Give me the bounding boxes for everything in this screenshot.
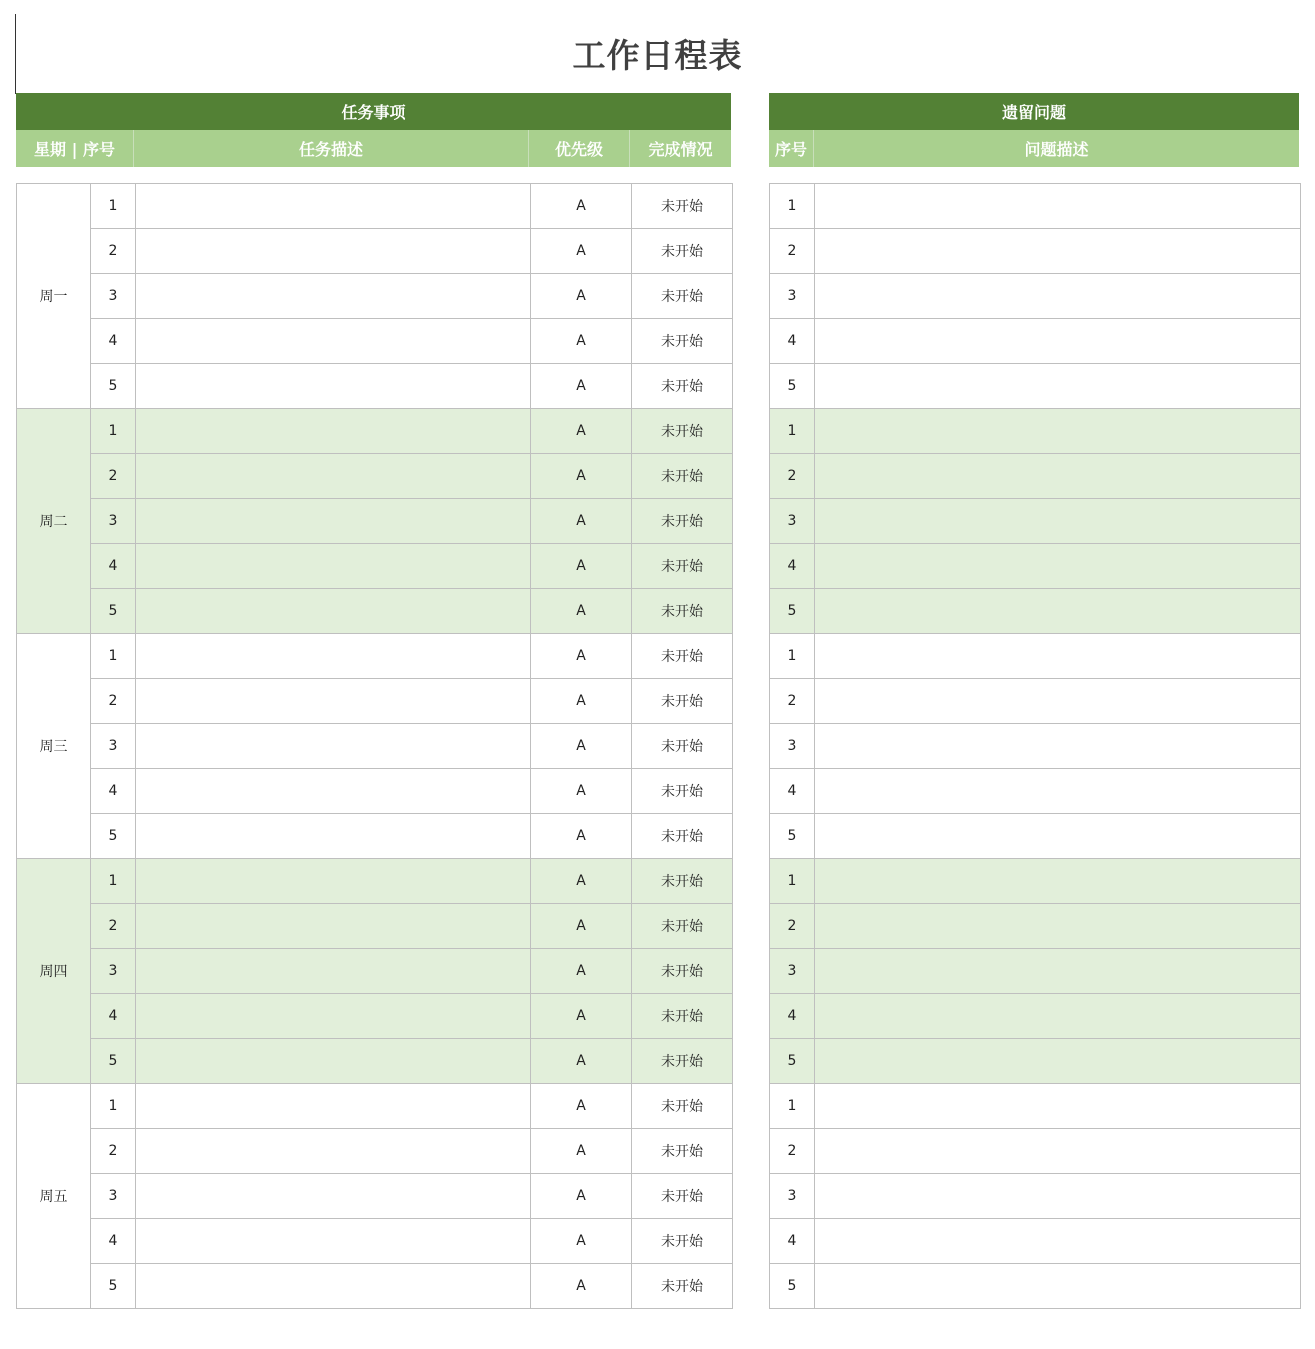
- task-row: [17, 949, 733, 994]
- issue-row: [770, 184, 1301, 229]
- issue-row: [770, 1129, 1301, 1174]
- task-seq-cell[interactable]: 4: [91, 544, 136, 589]
- task-description-cell[interactable]: [136, 544, 531, 589]
- task-status-cell[interactable]: 未开始: [632, 679, 733, 724]
- task-description-cell[interactable]: [136, 769, 531, 814]
- task-row: [17, 634, 733, 679]
- task-status-cell[interactable]: 未开始: [632, 229, 733, 274]
- task-priority-cell[interactable]: A: [531, 229, 632, 274]
- task-row: [17, 1084, 733, 1129]
- task-status-cell[interactable]: 未开始: [632, 634, 733, 679]
- issue-seq-cell[interactable]: 3: [770, 724, 815, 769]
- issue-row: [770, 1264, 1301, 1309]
- task-row: [17, 904, 733, 949]
- task-priority-cell[interactable]: A: [531, 274, 632, 319]
- header-issue-description: 问题描述: [1024, 140, 1089, 159]
- task-row: [17, 1174, 733, 1219]
- task-status-cell[interactable]: 未开始: [632, 499, 733, 544]
- issue-row: [770, 769, 1301, 814]
- issue-description-cell[interactable]: [815, 1264, 1301, 1309]
- task-description-cell[interactable]: [136, 1174, 531, 1219]
- issue-description-cell[interactable]: [815, 679, 1301, 724]
- task-priority-cell[interactable]: A: [531, 769, 632, 814]
- issue-seq-cell[interactable]: 1: [770, 409, 815, 454]
- task-seq-cell[interactable]: 1: [91, 1084, 136, 1129]
- issue-description-cell[interactable]: [815, 184, 1301, 229]
- task-seq-cell[interactable]: 1: [91, 409, 136, 454]
- task-description-cell[interactable]: [136, 904, 531, 949]
- issue-description-cell[interactable]: [815, 724, 1301, 769]
- issue-description-cell[interactable]: [815, 1084, 1301, 1129]
- header-task-description: 任务描述: [134, 130, 529, 167]
- issue-row: [770, 589, 1301, 634]
- task-status-cell[interactable]: 未开始: [632, 814, 733, 859]
- issue-description-cell[interactable]: [815, 994, 1301, 1039]
- task-description-cell[interactable]: [136, 1129, 531, 1174]
- weekday-cell[interactable]: 周二: [17, 409, 91, 634]
- task-priority-cell[interactable]: A: [531, 589, 632, 634]
- issue-row: [770, 814, 1301, 859]
- issue-seq-cell[interactable]: 3: [770, 499, 815, 544]
- task-row: [17, 364, 733, 409]
- task-row: [17, 724, 733, 769]
- task-description-cell[interactable]: [136, 949, 531, 994]
- issue-row: [770, 544, 1301, 589]
- issue-description-cell[interactable]: [815, 409, 1301, 454]
- issue-row: [770, 274, 1301, 319]
- issue-row: [770, 454, 1301, 499]
- task-row: [17, 1219, 733, 1264]
- issue-seq-cell[interactable]: 2: [770, 229, 815, 274]
- task-seq-cell[interactable]: 5: [91, 1264, 136, 1309]
- task-row: [17, 454, 733, 499]
- task-seq-cell[interactable]: 3: [91, 499, 136, 544]
- task-status-cell[interactable]: 未开始: [632, 454, 733, 499]
- issue-row: [770, 499, 1301, 544]
- task-seq-cell[interactable]: 1: [91, 859, 136, 904]
- issue-seq-cell[interactable]: 4: [770, 544, 815, 589]
- issue-description-cell[interactable]: [815, 589, 1301, 634]
- task-priority-cell[interactable]: A: [531, 319, 632, 364]
- task-status-cell[interactable]: 未开始: [632, 589, 733, 634]
- task-priority-cell[interactable]: A: [531, 1219, 632, 1264]
- task-status-cell[interactable]: 未开始: [632, 724, 733, 769]
- task-row: [17, 994, 733, 1039]
- weekday-cell[interactable]: 周三: [17, 634, 91, 859]
- issue-description-cell[interactable]: [815, 859, 1301, 904]
- task-priority-cell[interactable]: A: [531, 994, 632, 1039]
- issue-row: [770, 1219, 1301, 1264]
- tasks-column-header: [16, 130, 731, 167]
- task-status-cell[interactable]: 未开始: [632, 319, 733, 364]
- task-description-cell[interactable]: [136, 724, 531, 769]
- issue-table-body: [770, 184, 1301, 1309]
- task-status-cell[interactable]: 未开始: [632, 1174, 733, 1219]
- task-status-cell[interactable]: 未开始: [632, 1129, 733, 1174]
- task-description-cell[interactable]: [136, 679, 531, 724]
- task-status-cell[interactable]: 未开始: [632, 409, 733, 454]
- issue-seq-cell[interactable]: 5: [770, 1264, 815, 1309]
- issue-seq-cell[interactable]: 2: [770, 679, 815, 724]
- task-status-cell[interactable]: 未开始: [632, 184, 733, 229]
- issue-seq-cell[interactable]: 5: [770, 589, 815, 634]
- issue-description-cell[interactable]: [815, 1174, 1301, 1219]
- task-priority-cell[interactable]: A: [531, 184, 632, 229]
- issue-description-cell[interactable]: [815, 769, 1301, 814]
- issue-seq-cell[interactable]: 2: [770, 454, 815, 499]
- issue-description-cell[interactable]: [815, 1039, 1301, 1084]
- weekday-cell[interactable]: 周一: [17, 184, 91, 409]
- issue-seq-cell[interactable]: 5: [770, 364, 815, 409]
- task-status-cell[interactable]: 未开始: [632, 859, 733, 904]
- issue-description-cell[interactable]: [815, 364, 1301, 409]
- task-status-cell[interactable]: 未开始: [632, 949, 733, 994]
- task-priority-cell[interactable]: A: [531, 1039, 632, 1084]
- issue-description-cell[interactable]: [815, 544, 1301, 589]
- issue-seq-cell[interactable]: 5: [770, 1039, 815, 1084]
- task-seq-cell[interactable]: 4: [91, 994, 136, 1039]
- issue-seq-cell[interactable]: 1: [770, 1084, 815, 1129]
- task-row: [17, 544, 733, 589]
- task-status-cell[interactable]: 未开始: [632, 1219, 733, 1264]
- issue-seq-cell[interactable]: 5: [770, 814, 815, 859]
- issue-description-cell[interactable]: [815, 949, 1301, 994]
- task-row: [17, 589, 733, 634]
- task-priority-cell[interactable]: A: [531, 1084, 632, 1129]
- issue-description-cell[interactable]: [815, 1129, 1301, 1174]
- task-row: [17, 1039, 733, 1084]
- header-status: 完成情况: [648, 140, 713, 159]
- task-description-cell[interactable]: [136, 274, 531, 319]
- task-status-cell[interactable]: 未开始: [632, 274, 733, 319]
- task-description-cell[interactable]: [136, 814, 531, 859]
- task-status-cell[interactable]: 未开始: [632, 364, 733, 409]
- task-priority-cell[interactable]: A: [531, 364, 632, 409]
- task-seq-cell[interactable]: 5: [91, 814, 136, 859]
- task-priority-cell[interactable]: A: [531, 904, 632, 949]
- task-status-cell[interactable]: 未开始: [632, 1039, 733, 1084]
- issue-row: [770, 1084, 1301, 1129]
- task-seq-cell[interactable]: 5: [91, 364, 136, 409]
- task-row: [17, 229, 733, 274]
- task-description-cell[interactable]: [136, 319, 531, 364]
- task-row: [17, 499, 733, 544]
- task-row: [17, 184, 733, 229]
- issue-description-cell[interactable]: [815, 814, 1301, 859]
- issue-description-cell[interactable]: [815, 319, 1301, 364]
- task-status-cell[interactable]: 未开始: [632, 994, 733, 1039]
- task-description-cell[interactable]: [136, 184, 531, 229]
- issue-row: [770, 679, 1301, 724]
- task-description-cell[interactable]: [136, 229, 531, 274]
- task-status-cell[interactable]: 未开始: [632, 1084, 733, 1129]
- issue-row: [770, 364, 1301, 409]
- task-priority-cell[interactable]: A: [531, 544, 632, 589]
- task-priority-cell[interactable]: A: [531, 1174, 632, 1219]
- task-description-cell[interactable]: [136, 589, 531, 634]
- task-row: [17, 409, 733, 454]
- task-seq-cell[interactable]: 4: [91, 1219, 136, 1264]
- page-title: 工作日程表: [572, 36, 743, 75]
- task-seq-cell[interactable]: 4: [91, 769, 136, 814]
- issues-section-header: 遗留问题: [769, 93, 1299, 130]
- issue-seq-cell[interactable]: 3: [770, 274, 815, 319]
- task-seq-cell[interactable]: 2: [91, 229, 136, 274]
- task-description-cell[interactable]: [136, 859, 531, 904]
- issue-seq-cell[interactable]: 2: [770, 1129, 815, 1174]
- task-priority-cell[interactable]: A: [531, 679, 632, 724]
- task-description-cell[interactable]: [136, 454, 531, 499]
- issue-row: [770, 1039, 1301, 1084]
- header-priority: 优先级: [529, 130, 630, 167]
- issue-seq-cell[interactable]: 4: [770, 769, 815, 814]
- task-seq-cell[interactable]: 2: [91, 1129, 136, 1174]
- task-description-cell[interactable]: [136, 994, 531, 1039]
- tasks-section-header: 任务事项: [16, 93, 731, 130]
- task-description-cell[interactable]: [136, 1084, 531, 1129]
- issue-seq-cell[interactable]: 4: [770, 1219, 815, 1264]
- task-status-cell[interactable]: 未开始: [632, 904, 733, 949]
- task-priority-cell[interactable]: A: [531, 949, 632, 994]
- task-priority-cell[interactable]: A: [531, 499, 632, 544]
- task-priority-cell[interactable]: A: [531, 1264, 632, 1309]
- issue-seq-cell[interactable]: 1: [770, 859, 815, 904]
- issue-row: [770, 319, 1301, 364]
- task-seq-cell[interactable]: 3: [91, 949, 136, 994]
- task-seq-cell[interactable]: 1: [91, 634, 136, 679]
- issue-description-cell[interactable]: [815, 274, 1301, 319]
- issue-table: [769, 183, 1301, 1309]
- task-seq-cell[interactable]: 2: [91, 679, 136, 724]
- issue-seq-cell[interactable]: 3: [770, 1174, 815, 1219]
- issue-seq-cell[interactable]: 4: [770, 994, 815, 1039]
- task-seq-cell[interactable]: 3: [91, 274, 136, 319]
- issue-seq-cell[interactable]: 3: [770, 949, 815, 994]
- task-table-body: [17, 184, 733, 1309]
- task-row: [17, 274, 733, 319]
- issue-row: [770, 634, 1301, 679]
- task-description-cell[interactable]: [136, 634, 531, 679]
- issue-row: [770, 1174, 1301, 1219]
- issue-description-cell[interactable]: [815, 454, 1301, 499]
- task-description-cell[interactable]: [136, 1219, 531, 1264]
- task-seq-cell[interactable]: 3: [91, 724, 136, 769]
- task-priority-cell[interactable]: A: [531, 814, 632, 859]
- task-seq-cell[interactable]: 4: [91, 319, 136, 364]
- task-row: [17, 1264, 733, 1309]
- task-priority-cell[interactable]: A: [531, 724, 632, 769]
- issue-seq-cell[interactable]: 2: [770, 904, 815, 949]
- task-row: [17, 769, 733, 814]
- task-status-cell[interactable]: 未开始: [632, 1264, 733, 1309]
- task-description-cell[interactable]: [136, 364, 531, 409]
- issue-seq-cell[interactable]: 4: [770, 319, 815, 364]
- task-seq-cell[interactable]: 5: [91, 1039, 136, 1084]
- issue-row: [770, 724, 1301, 769]
- weekday-cell[interactable]: 周四: [17, 859, 91, 1084]
- task-row: [17, 859, 733, 904]
- issue-description-cell[interactable]: [815, 1219, 1301, 1264]
- issues-column-header: [769, 130, 1299, 167]
- task-status-cell[interactable]: 未开始: [632, 769, 733, 814]
- issue-row: [770, 994, 1301, 1039]
- issue-row: [770, 859, 1301, 904]
- weekday-cell[interactable]: 周五: [17, 1084, 91, 1309]
- task-row: [17, 319, 733, 364]
- issue-seq-cell[interactable]: 1: [770, 184, 815, 229]
- task-seq-cell[interactable]: 1: [91, 184, 136, 229]
- task-seq-cell[interactable]: 2: [91, 904, 136, 949]
- task-status-cell[interactable]: 未开始: [632, 544, 733, 589]
- issue-row: [770, 409, 1301, 454]
- task-row: [17, 1129, 733, 1174]
- issue-row: [770, 229, 1301, 274]
- task-description-cell[interactable]: [136, 499, 531, 544]
- issue-row: [770, 904, 1301, 949]
- issue-description-cell[interactable]: [815, 499, 1301, 544]
- issue-row: [770, 949, 1301, 994]
- task-priority-cell[interactable]: A: [531, 859, 632, 904]
- task-priority-cell[interactable]: A: [531, 454, 632, 499]
- task-description-cell[interactable]: [136, 409, 531, 454]
- task-seq-cell[interactable]: 5: [91, 589, 136, 634]
- task-row: [17, 814, 733, 859]
- issue-description-cell[interactable]: [815, 229, 1301, 274]
- task-description-cell[interactable]: [136, 1039, 531, 1084]
- task-seq-cell[interactable]: 2: [91, 454, 136, 499]
- task-description-cell[interactable]: [136, 1264, 531, 1309]
- header-weekday-seq: 星期 | 序号: [16, 130, 134, 167]
- task-priority-cell[interactable]: A: [531, 409, 632, 454]
- header-issue-seq: 序号: [769, 130, 814, 167]
- issue-description-cell[interactable]: [815, 634, 1301, 679]
- task-seq-cell[interactable]: 3: [91, 1174, 136, 1219]
- task-row: [17, 679, 733, 724]
- issue-seq-cell[interactable]: 1: [770, 634, 815, 679]
- task-priority-cell[interactable]: A: [531, 634, 632, 679]
- issue-description-cell[interactable]: [815, 904, 1301, 949]
- task-table: [16, 183, 733, 1309]
- task-priority-cell[interactable]: A: [531, 1129, 632, 1174]
